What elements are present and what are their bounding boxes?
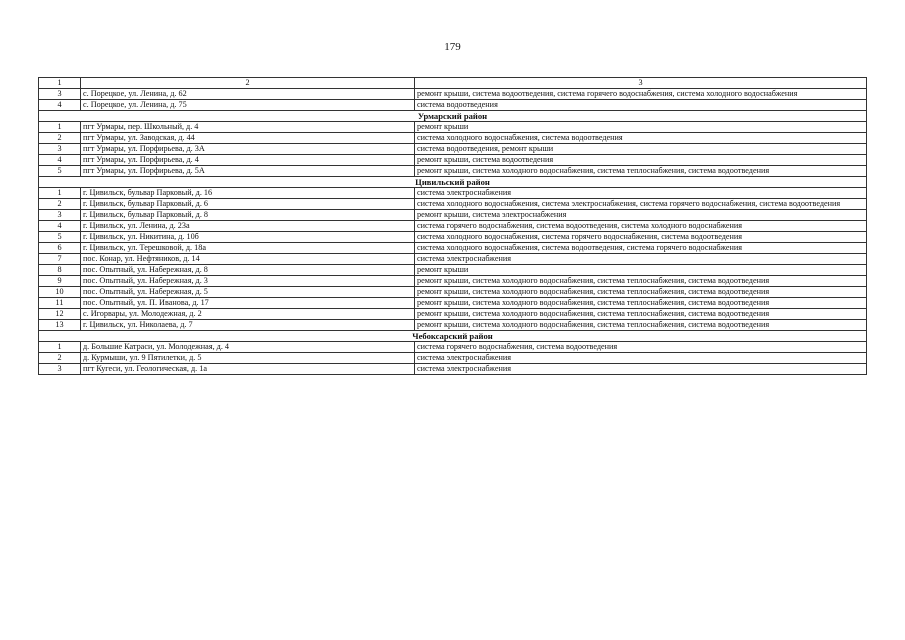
district-heading: Урмарский район	[39, 111, 867, 122]
table-row	[39, 243, 867, 254]
address-cell: г. Цивильск, бульвар Парковый, д. 16	[81, 188, 415, 199]
works-cell: ремонт крыши, система холодного водоснабжения, система теплоснабжения, система водоотведения	[415, 298, 867, 309]
works-cell: ремонт крыши, система холодного водоснабжения, система теплоснабжения, система водоотведения	[415, 166, 867, 177]
district-heading-row	[39, 177, 867, 188]
row-number: 12	[39, 309, 81, 320]
table-row	[39, 298, 867, 309]
row-number: 1	[39, 122, 81, 133]
district-heading-row	[39, 111, 867, 122]
works-cell: система водоотведения	[415, 100, 867, 111]
table-row	[39, 188, 867, 199]
works-cell: система электроснабжения	[415, 254, 867, 265]
address-cell: пгт Урмары, ул. Порфирьева, д. 5А	[81, 166, 415, 177]
address-cell: пгт Кугеси, ул. Геологическая, д. 1а	[81, 364, 415, 375]
table-row	[39, 342, 867, 353]
table-row	[39, 320, 867, 331]
header-row	[39, 78, 867, 89]
address-cell: пос. Конар, ул. Нефтяников, д. 14	[81, 254, 415, 265]
address-cell: г. Цивильск, ул. Николаева, д. 7	[81, 320, 415, 331]
address-cell: пос. Опытный, ул. Набережная, д. 8	[81, 265, 415, 276]
row-number: 13	[39, 320, 81, 331]
table-row	[39, 265, 867, 276]
address-cell: г. Цивильск, бульвар Парковый, д. 6	[81, 199, 415, 210]
table-row	[39, 309, 867, 320]
table-row	[39, 287, 867, 298]
row-number: 1	[39, 342, 81, 353]
table-row	[39, 133, 867, 144]
table-row	[39, 210, 867, 221]
table-row	[39, 155, 867, 166]
district-heading-row	[39, 331, 867, 342]
address-cell: г. Цивильск, ул. Терешковой, д. 18а	[81, 243, 415, 254]
works-cell: система холодного водоснабжения, система водоотведения	[415, 133, 867, 144]
works-cell: система холодного водоснабжения, система горячего водоснабжения, система водоотведения	[415, 232, 867, 243]
row-number: 6	[39, 243, 81, 254]
header-cell-3: 3	[415, 78, 867, 89]
header-cell-1: 1	[39, 78, 81, 89]
row-number: 9	[39, 276, 81, 287]
address-cell: с. Порецкое, ул. Ленина, д. 62	[81, 89, 415, 100]
table-row	[39, 232, 867, 243]
row-number: 3	[39, 364, 81, 375]
works-cell: система электроснабжения	[415, 364, 867, 375]
works-cell: ремонт крыши, система холодного водоснабжения, система теплоснабжения, система водоотведения	[415, 309, 867, 320]
address-cell: г. Цивильск, ул. Никитина, д. 10б	[81, 232, 415, 243]
row-number: 4	[39, 221, 81, 232]
address-cell: пгт Урмары, пер. Школьный, д. 4	[81, 122, 415, 133]
address-cell: пос. Опытный, ул. П. Иванова, д. 17	[81, 298, 415, 309]
row-number: 10	[39, 287, 81, 298]
works-cell: ремонт крыши, система водоотведения, система горячего водоснабжения, система холодного водоснабжения	[415, 89, 867, 100]
works-cell: ремонт крыши	[415, 265, 867, 276]
works-cell: система электроснабжения	[415, 188, 867, 199]
row-number: 3	[39, 144, 81, 155]
address-cell: с. Порецкое, ул. Ленина, д. 75	[81, 100, 415, 111]
table-row	[39, 166, 867, 177]
works-cell: ремонт крыши, система водоотведения	[415, 155, 867, 166]
address-cell: пгт Урмары, ул. Порфирьева, д. 4	[81, 155, 415, 166]
table-row	[39, 89, 867, 100]
row-number: 11	[39, 298, 81, 309]
row-number: 4	[39, 155, 81, 166]
row-number: 2	[39, 199, 81, 210]
address-cell: с. Игорвары, ул. Молодежная, д. 2	[81, 309, 415, 320]
table-row	[39, 221, 867, 232]
address-cell: пгт Урмары, ул. Заводская, д. 44	[81, 133, 415, 144]
works-cell: система холодного водоснабжения, система электроснабжения, система горячего водоснабжения, система водоотведения	[415, 199, 867, 210]
works-cell: система холодного водоснабжения, система водоотведения, система горячего водоснабжения	[415, 243, 867, 254]
works-cell: ремонт крыши, система холодного водоснабжения, система теплоснабжения, система водоотведения	[415, 287, 867, 298]
table-row	[39, 364, 867, 375]
table-row	[39, 144, 867, 155]
works-cell: система электроснабжения	[415, 353, 867, 364]
address-cell: пгт Урмары, ул. Порфирьева, д. 3А	[81, 144, 415, 155]
table-row	[39, 276, 867, 287]
row-number: 7	[39, 254, 81, 265]
address-cell: г. Цивильск, бульвар Парковый, д. 8	[81, 210, 415, 221]
table-row	[39, 122, 867, 133]
row-number: 2	[39, 133, 81, 144]
header-cell-2: 2	[81, 78, 415, 89]
works-cell: система водоотведения, ремонт крыши	[415, 144, 867, 155]
district-heading: Цивильский район	[39, 177, 867, 188]
row-number: 5	[39, 166, 81, 177]
table-body	[39, 78, 867, 375]
row-number: 5	[39, 232, 81, 243]
table-row	[39, 254, 867, 265]
works-cell: ремонт крыши	[415, 122, 867, 133]
row-number: 3	[39, 210, 81, 221]
works-cell: ремонт крыши, система электроснабжения	[415, 210, 867, 221]
works-cell: система горячего водоснабжения, система водоотведения	[415, 342, 867, 353]
works-cell: система горячего водоснабжения, система водоотведения, система холодного водоснабжения	[415, 221, 867, 232]
works-cell: ремонт крыши, система холодного водоснабжения, система теплоснабжения, система водоотведения	[415, 320, 867, 331]
address-cell: д. Курмыши, ул. 9 Пятилетки, д. 5	[81, 353, 415, 364]
works-cell: ремонт крыши, система холодного водоснабжения, система теплоснабжения, система водоотведения	[415, 276, 867, 287]
row-number: 3	[39, 89, 81, 100]
row-number: 8	[39, 265, 81, 276]
page-number: 179	[444, 41, 461, 53]
row-number: 2	[39, 353, 81, 364]
district-heading: Чебоксарский район	[39, 331, 867, 342]
address-cell: д. Большие Катраси, ул. Молодежная, д. 4	[81, 342, 415, 353]
table-row	[39, 353, 867, 364]
table-row	[39, 199, 867, 210]
table-row	[39, 100, 867, 111]
address-cell: пос. Опытный, ул. Набережная, д. 3	[81, 276, 415, 287]
housing-repair-table	[38, 77, 867, 375]
address-cell: г. Цивильск, ул. Ленина, д. 23а	[81, 221, 415, 232]
row-number: 4	[39, 100, 81, 111]
row-number: 1	[39, 188, 81, 199]
address-cell: пос. Опытный, ул. Набережная, д. 5	[81, 287, 415, 298]
